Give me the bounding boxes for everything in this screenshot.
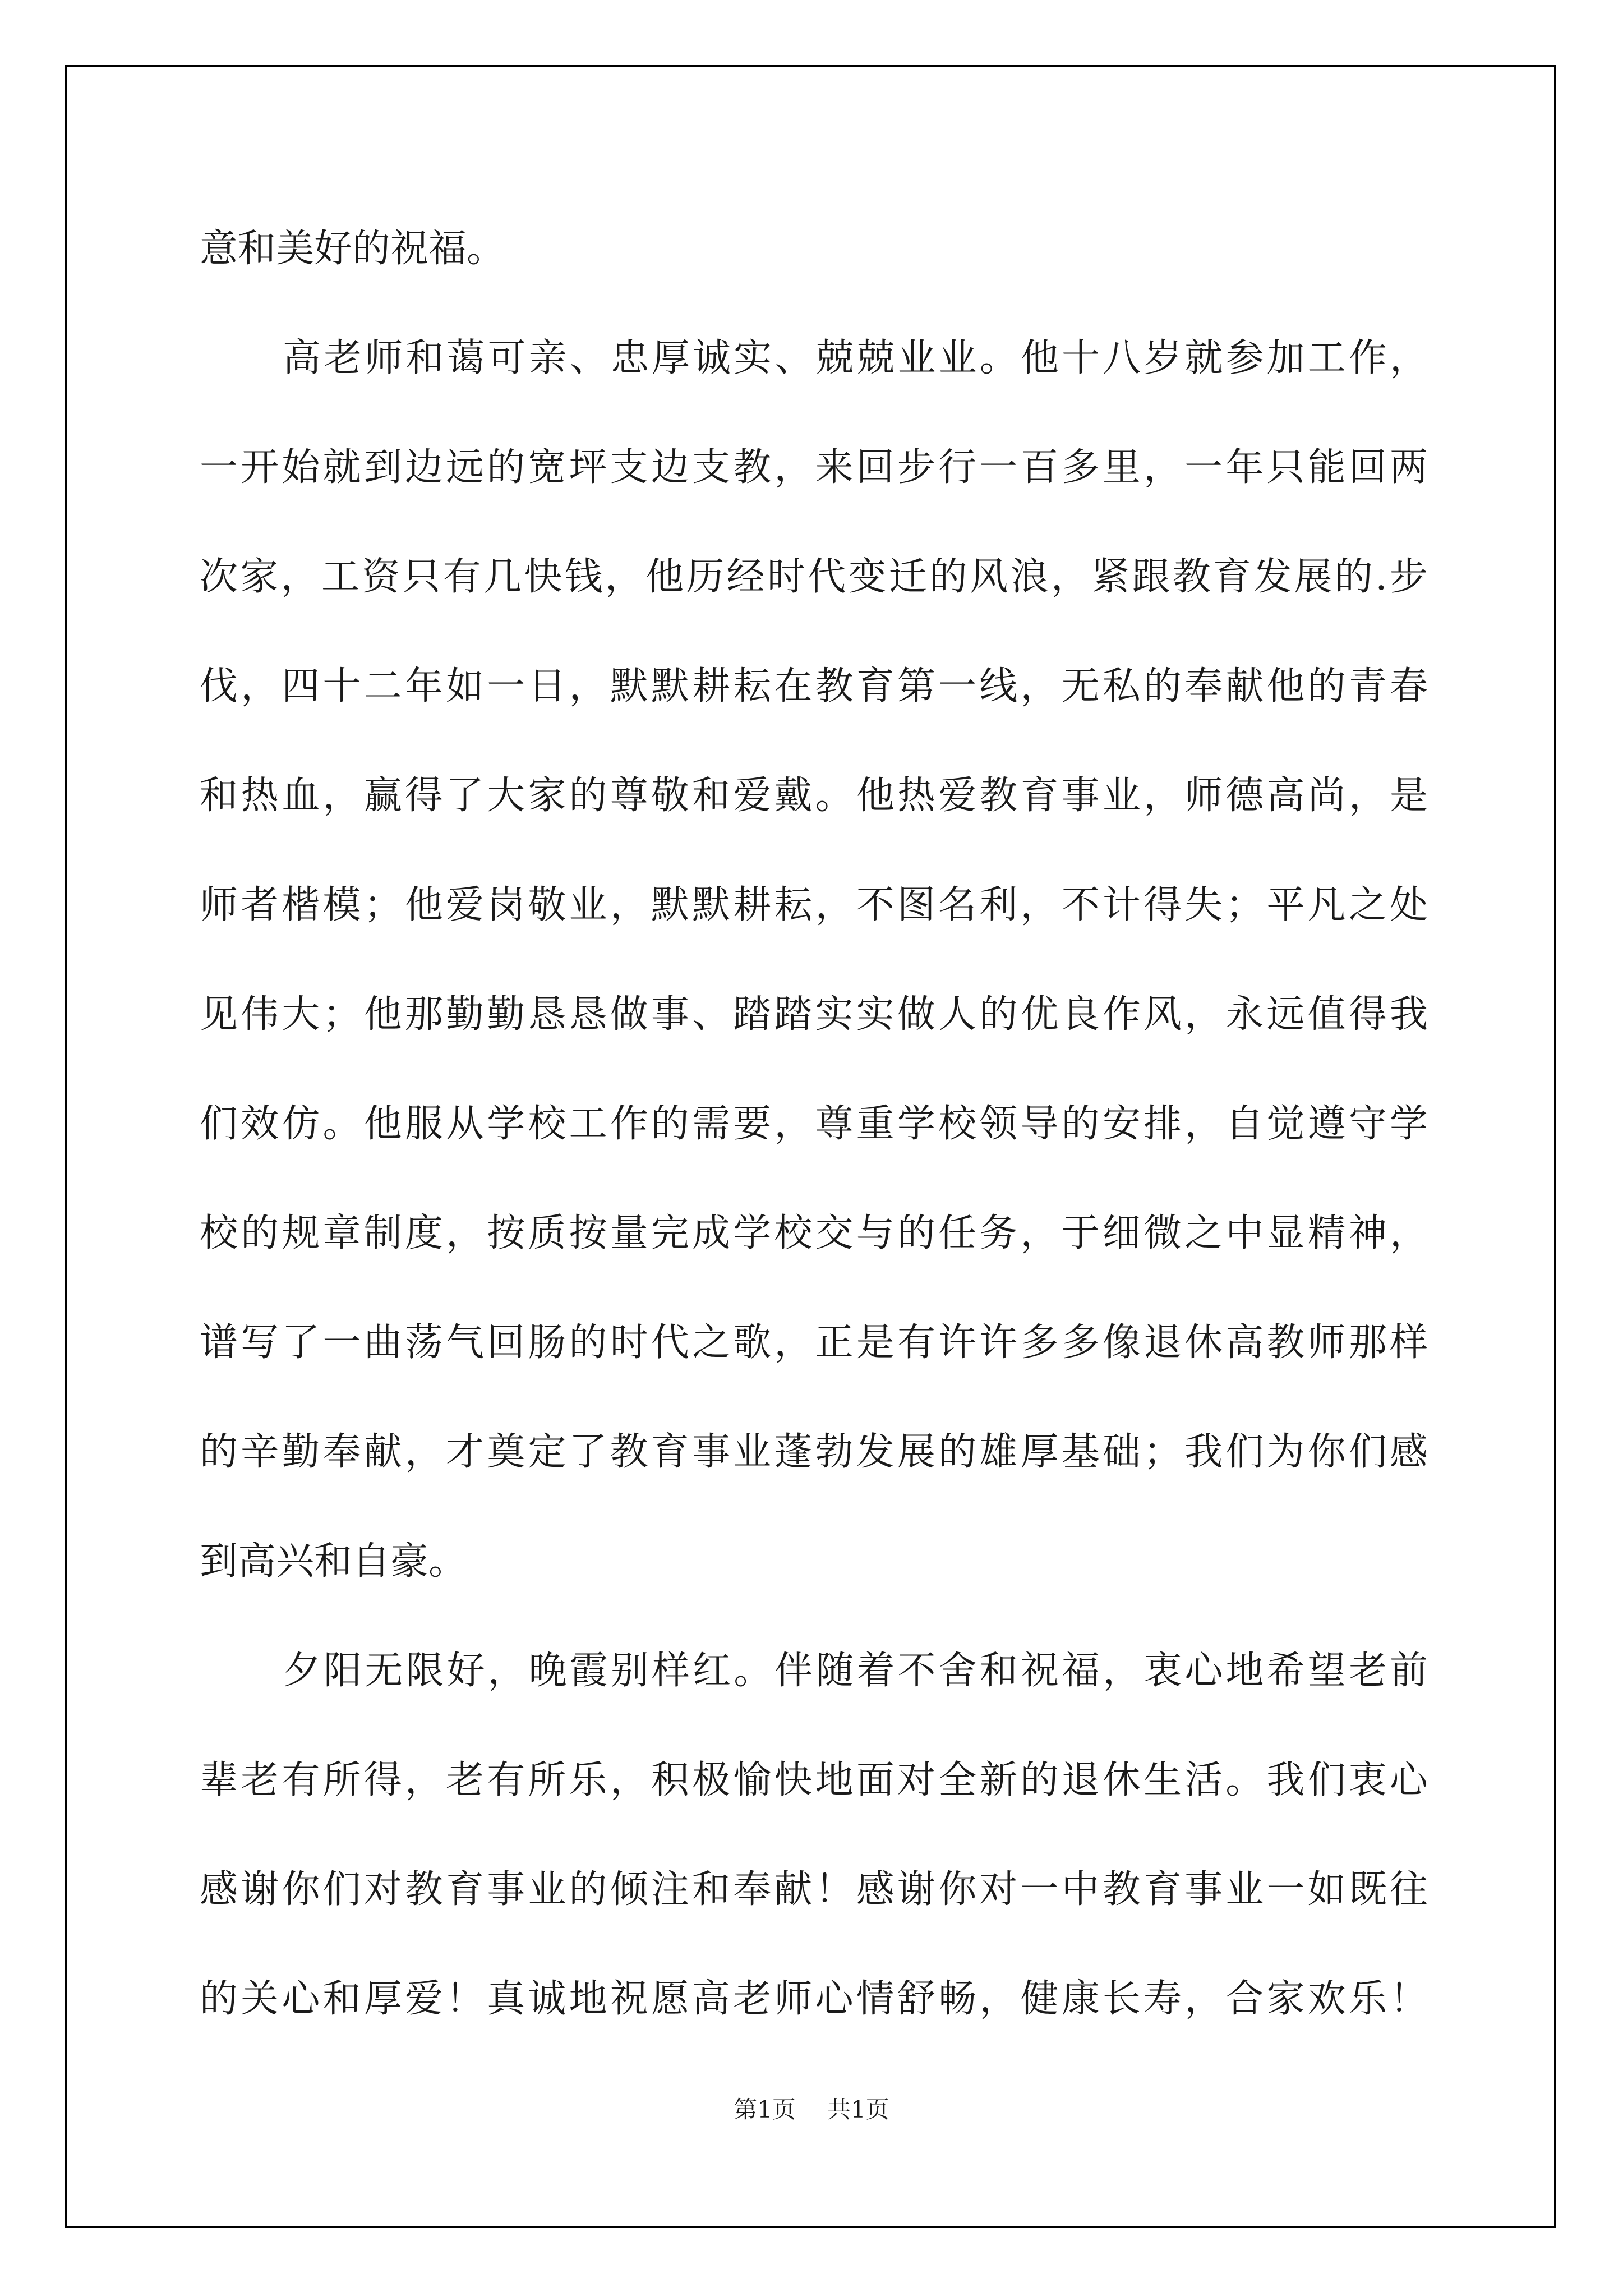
text-line: 师者楷模；他爱岗敬业，默默耕耘，不图名利，不计得失；平凡之处 [200,883,1428,927]
text-line: 辈老有所得，老有所乐，积极愉快地面对全新的退休生活。我们衷心 [200,1758,1428,1802]
text-line: 夕阳无限好，晚霞别样红。伴随着不舍和祝福，衷心地希望老前 [283,1649,1428,1693]
text-line: 到高兴和自豪。 [200,1539,467,1584]
text-line: 次家，工资只有几快钱，他历经时代变迁的风浪，紧跟教育发展的.步 [200,555,1428,599]
text-line: 的辛勤奉献，才奠定了教育事业蓬勃发展的雄厚基础；我们为你们感 [200,1430,1428,1474]
page-number-total: 共1页 [827,2096,889,2123]
page-number-current: 第1页 [734,2096,796,2123]
text-line: 意和美好的祝福。 [200,227,505,271]
text-line: 们效仿。他服从学校工作的需要，尊重学校领导的安排，自觉遵守学 [200,1102,1428,1146]
text-line: 伐，四十二年如一日，默默耕耘在教育第一线，无私的奉献他的青春 [200,664,1428,708]
document-body [200,194,1428,2054]
text-line: 校的规章制度，按质按量完成学校交与的任务，于细微之中显精神， [200,1211,1428,1255]
text-line: 高老师和蔼可亲、忠厚诚实、兢兢业业。他十八岁就参加工作， [283,336,1428,380]
text-line: 一开始就到边远的宽坪支边支教，来回步行一百多里，一年只能回两 [200,445,1428,490]
text-line: 和热血，赢得了大家的尊敬和爱戴。他热爱教育事业，师德高尚，是 [200,774,1428,818]
page-footer [0,2091,1623,2125]
text-line: 谱写了一曲荡气回肠的时代之歌，正是有许许多多像退休高教师那样 [200,1320,1428,1365]
text-line: 的关心和厚爱！真诚地祝愿高老师心情舒畅，健康长寿，合家欢乐！ [200,1977,1428,2021]
text-line: 见伟大；他那勤勤恳恳做事、踏踏实实做人的优良作风，永远值得我 [200,992,1428,1037]
text-line: 感谢你们对教育事业的倾注和奉献！感谢你对一中教育事业一如既往 [200,1867,1428,1912]
